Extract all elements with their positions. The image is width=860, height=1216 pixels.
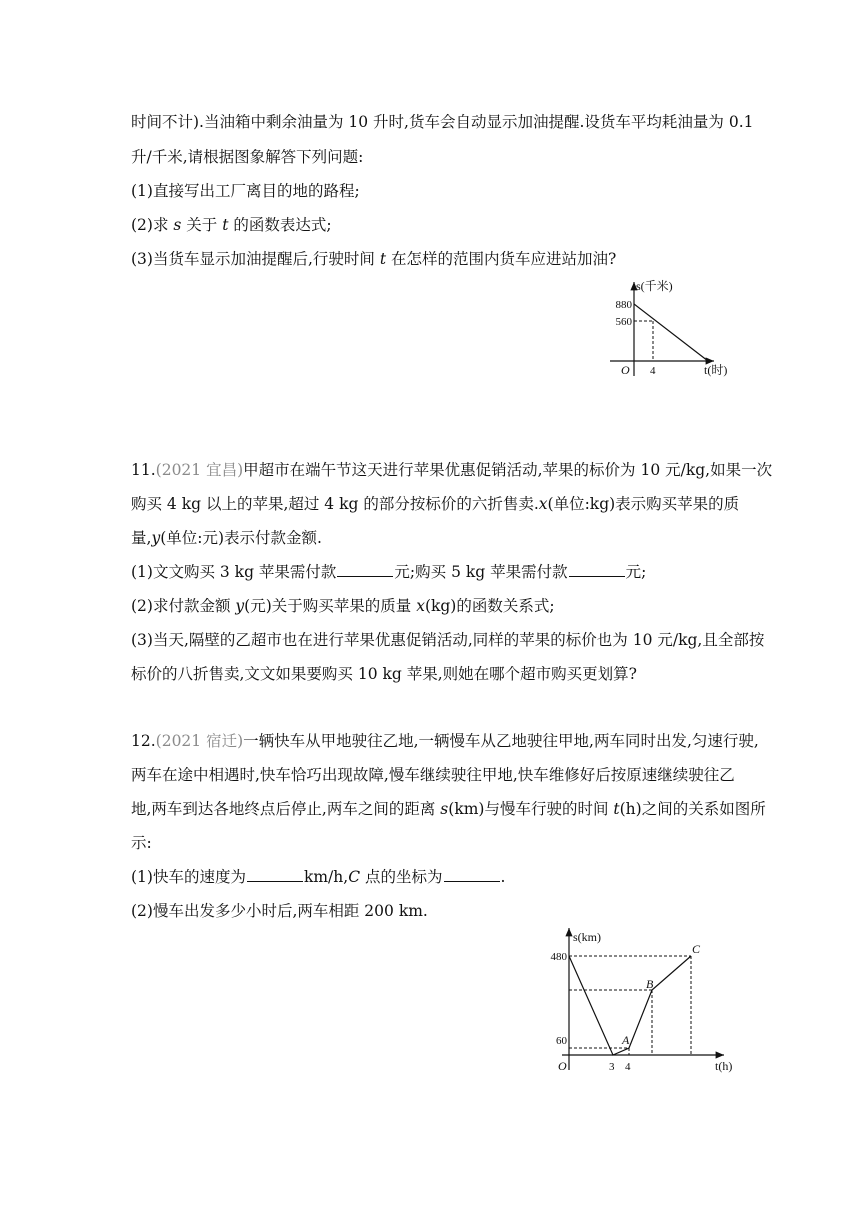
p11-line1: 11.(2021 宜昌)甲超市在端午节这天进行苹果优惠促销活动,苹果的标价为 10 元/kg,如果一次 <box>131 461 773 479</box>
p10-ylabel: s(千米) <box>636 279 673 293</box>
p12-question2: (2)慢车出发多少小时后,两车相距 200 km. <box>131 902 428 920</box>
p12-line4: 示: <box>131 834 152 852</box>
p12-tick-4: 4 <box>625 1061 631 1073</box>
p12-point-A: A <box>622 1033 630 1047</box>
p10-figure <box>606 276 746 382</box>
p12-tick-480: 480 <box>550 951 567 963</box>
p10-tick-4: 4 <box>650 365 656 377</box>
p12-xlabel: t(h) <box>715 1059 733 1073</box>
p10-line2: 升/千米,请根据图象解答下列问题: <box>131 148 364 166</box>
p11-question3-line2: 标价的八折售卖,文文如果要购买 10 kg 苹果,则她在哪个超市购买更划算? <box>131 665 637 683</box>
p12-line1: 12.(2021 宿迁)一辆快车从甲地驶往乙地,一辆慢车从乙地驶往甲地,两车同时出发,匀速行驶, <box>131 732 759 750</box>
p12-question1: (1)快车的速度为 km/h,C 点的坐标为 . <box>131 868 506 886</box>
p11-question3-line1: (3)当天,隔壁的乙超市也在进行苹果优惠促销活动,同样的苹果的标价也为 10 元/kg,且全部按 <box>131 631 765 649</box>
p10-question3: (3)当货车显示加油提醒后,行驶时间 t 在怎样的范围内货车应进站加油? <box>131 250 617 268</box>
p11-question2: (2)求付款金额 y(元)关于购买苹果的质量 x(kg)的函数关系式; <box>131 597 555 615</box>
p12-ylabel: s(km) <box>573 930 601 944</box>
p10-tick-880: 880 <box>615 299 632 311</box>
answer-blank[interactable] <box>337 562 393 577</box>
p10-tick-560: 560 <box>615 316 632 328</box>
p12-point-C: C <box>692 942 701 956</box>
answer-blank[interactable] <box>444 867 500 882</box>
p12-point-B: B <box>646 977 654 991</box>
p12-origin: O <box>558 1059 567 1073</box>
p10-graph-line <box>634 304 708 361</box>
p12-tick-3: 3 <box>609 1061 615 1073</box>
p10-question2: (2)求 s 关于 t 的函数表达式; <box>131 216 332 234</box>
answer-blank[interactable] <box>247 867 303 882</box>
p12-line2: 两车在途中相遇时,快车恰巧出现故障,慢车继续驶往甲地,快车维修好后按原速继续驶往乙 <box>131 766 735 784</box>
p10-line1: 时间不计).当油箱中剩余油量为 10 升时,货车会自动显示加油提醒.设货车平均耗油量为 0.1 <box>131 113 754 131</box>
p12-tick-60: 60 <box>556 1035 567 1047</box>
p11-line3: 量,y(单位:元)表示付款金额. <box>131 529 322 547</box>
answer-blank[interactable] <box>569 562 625 577</box>
p12-graph <box>569 956 691 1055</box>
p11-line2: 购买 4 kg 以上的苹果,超过 4 kg 的部分按标价的六折售卖.x(单位:kg)表示购买苹果的质 <box>131 495 740 513</box>
p11-question1: (1)文文购买 3 kg 苹果需付款 元;购买 5 kg 苹果需付款 元; <box>131 563 647 581</box>
p10-xlabel: t(时) <box>704 363 728 377</box>
p10-question1: (1)直接写出工厂离目的地的路程; <box>131 182 360 200</box>
p12-line3: 地,两车到达各地终点后停止,两车之间的距离 s(km)与慢车行驶的时间 t(h)之间的关系如图所 <box>131 800 766 818</box>
p10-origin: O <box>621 363 630 377</box>
p12-figure <box>538 924 738 1076</box>
